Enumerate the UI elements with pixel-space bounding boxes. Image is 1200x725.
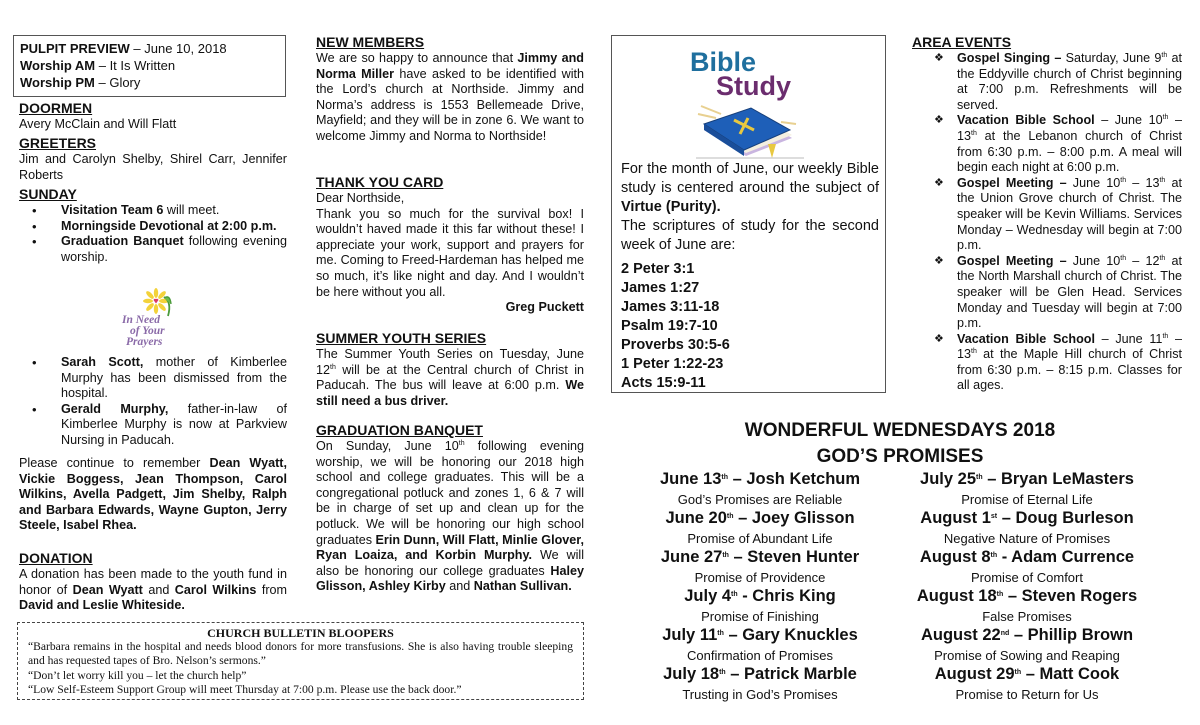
- prayer-caption: [118, 315, 198, 348]
- ordinal-suffix: th: [1162, 114, 1169, 122]
- sunday-item-text: will meet.: [163, 203, 220, 217]
- new-members-names: Jimmy and Norma Miller: [316, 51, 584, 81]
- worship-pm-label: Worship PM: [20, 75, 95, 90]
- logo-word-bible: Bible: [690, 47, 757, 77]
- donation-name: Dean Wyatt: [72, 582, 143, 597]
- doormen-section: [19, 100, 287, 133]
- donation-section: [19, 550, 287, 614]
- wednesday-speaker: [630, 587, 890, 607]
- pulpit-preview-box: [13, 35, 286, 97]
- ordinal-suffix: th: [458, 440, 465, 447]
- remember-intro: Please continue to remember: [19, 456, 210, 470]
- scripture-item: Proverbs 30:5-6: [621, 337, 730, 353]
- area-event-text: at the North Marshall church of Christ. The speaker will be Glen Head. Services Monday and Tuesday will begin at 7:00 p.m.: [957, 253, 1182, 331]
- graduation-text-part: On Sunday, June 10: [316, 439, 459, 453]
- worship-am-label: Worship AM: [20, 58, 96, 73]
- ordinal-suffix: th: [971, 348, 977, 356]
- graduation-section: [316, 422, 584, 595]
- prayer-flower-image: [118, 288, 198, 352]
- speaker-name: – Doug Burleson: [997, 509, 1134, 527]
- remember-names: Dean Wyatt, Vickie Boggess, Jean Thompson, Carol Wilkins, Avella Padgett, Jim Shelby, Ralph and Barbara Edwards, Wayne Gupton, Jerry Steele, Isabel Rhea.: [19, 456, 287, 533]
- area-event-text: Saturday, June 9: [1061, 51, 1162, 65]
- bus-driver-note: We still need a bus driver.: [316, 378, 584, 408]
- ordinal-suffix: th: [722, 552, 729, 559]
- prayer-item-text: mother of Kimberlee Murphy has been dismissed from the hospital.: [61, 355, 287, 401]
- prayer-item: [19, 402, 287, 449]
- summer-youth-heading: SUMMER YOUTH SERIES: [316, 330, 487, 346]
- greeters-heading: GREETERS: [19, 135, 97, 151]
- wednesday-speaker: [897, 587, 1157, 607]
- sunday-heading: SUNDAY: [19, 186, 77, 202]
- area-event-text: at the Lebanon church of Christ from 6:30 p.m. – 8:00 p.m. A meal will begin each night at 6:00 p.m.: [957, 128, 1182, 175]
- logo-word-study: Study: [716, 71, 792, 101]
- area-event-text: – 13: [957, 113, 1182, 143]
- scripture-item: James 3:11-18: [621, 299, 720, 315]
- diamond-bullet-icon: ❖: [934, 52, 944, 64]
- prayer-item-name: Sarah Scott,: [61, 355, 144, 369]
- ordinal-suffix: th: [971, 129, 977, 137]
- graduation-heading: GRADUATION BANQUET: [316, 422, 483, 438]
- wednesday-date: August 29: [934, 665, 1015, 683]
- sunday-item-bold: Morningside Devotional at 2:00 p.m.: [61, 218, 277, 233]
- blooper-line: “Low Self-Esteem Support Group will meet Thursday at 7:00 p.m. Please use the back door.”: [28, 682, 462, 696]
- blooper-line: “Don’t let worry kill you – let the church help”: [28, 668, 247, 682]
- college-graduates: Haley Glisson, Ashley Kirby: [316, 563, 584, 594]
- prayer-caption-line: of Your: [130, 325, 165, 337]
- wednesday-date: August 22: [920, 626, 1001, 644]
- donation-text-part: A donation has been made to the youth fund in honor of: [19, 567, 287, 597]
- bible-study-text-part: The scriptures of study for the second week of June are:: [621, 218, 879, 253]
- pulpit-date: – June 10, 2018: [129, 41, 227, 56]
- wednesday-speaker: [630, 665, 890, 685]
- doormen-text: Avery McClain and Will Flatt: [19, 117, 177, 131]
- thank-you-heading: THANK YOU CARD: [316, 174, 444, 190]
- worship-pm-value: – Glory: [94, 75, 141, 90]
- speaker-name: – Bryan LeMasters: [982, 470, 1134, 488]
- ordinal-suffix: th: [719, 669, 726, 676]
- area-event-text: at the Eddyville church of Christ beginning at 7:00 p.m. Refreshments will be served.: [957, 51, 1182, 112]
- wednesday-speaker: [897, 470, 1157, 490]
- diamond-bullet-icon: ❖: [934, 332, 944, 345]
- gods-promises-subtitle: GOD’S PROMISES: [816, 446, 984, 467]
- ordinal-suffix: th: [726, 513, 734, 520]
- pulpit-title: PULPIT PREVIEW: [20, 41, 130, 56]
- diamond-bullet-icon: ❖: [934, 176, 944, 189]
- summer-youth-section: [316, 330, 584, 409]
- scripture-item: 1 Peter 1:22-23: [621, 356, 724, 372]
- speaker-name: – Steven Hunter: [728, 548, 860, 566]
- wednesday-topic: Promise of Comfort: [971, 569, 1083, 585]
- greeters-section: [19, 135, 287, 183]
- sunday-list: [19, 203, 287, 265]
- area-events-heading: AREA EVENTS: [912, 34, 1012, 50]
- prayer-list: [19, 355, 287, 449]
- area-events-list: [912, 51, 1182, 394]
- sunday-item-bold: Visitation Team 6: [61, 203, 164, 217]
- area-event-item: [912, 332, 1182, 394]
- wednesday-schedule-right: [897, 470, 1157, 704]
- wednesday-topic: Promise of Eternal Life: [961, 491, 1093, 507]
- ordinal-suffix: th: [1159, 254, 1166, 262]
- wednesday-date: July 18: [663, 665, 720, 683]
- area-event-text: June 10: [1066, 175, 1121, 190]
- area-event-title: Vacation Bible School: [957, 331, 1095, 346]
- bible-study-box: [611, 35, 886, 393]
- wednesday-speaker: [897, 665, 1157, 685]
- summer-youth-text: [316, 347, 584, 409]
- speaker-name: - Adam Currence: [997, 548, 1135, 566]
- prayer-item: [19, 355, 287, 402]
- wednesday-date: August 18: [916, 587, 997, 605]
- area-event-title: Gospel Meeting –: [957, 253, 1067, 268]
- wednesday-speaker: [630, 470, 890, 490]
- wednesday-speaker: [630, 509, 890, 529]
- wednesday-speaker: [630, 548, 890, 568]
- bible-book-icon: [686, 94, 816, 159]
- wednesday-date: June 20: [665, 509, 727, 527]
- speaker-name: – Steven Rogers: [1003, 587, 1138, 605]
- new-members-section: [316, 34, 584, 145]
- scripture-list: [621, 260, 730, 393]
- wednesday-topic: God’s Promises are Reliable: [677, 491, 843, 507]
- wednesday-topic: Promise of Providence: [694, 569, 826, 585]
- ordinal-suffix: th: [1162, 332, 1169, 340]
- speaker-name: – Patrick Marble: [725, 665, 857, 683]
- prayer-item-name: Gerald Murphy,: [61, 401, 169, 416]
- speaker-name: – Phillip Brown: [1009, 626, 1134, 644]
- speaker-name: – Gary Knuckles: [723, 626, 858, 644]
- thank-you-signature: Greg Puckett: [505, 300, 584, 315]
- area-event-item: [912, 254, 1182, 332]
- graduation-text-part: and: [445, 579, 474, 594]
- ordinal-suffix: th: [1014, 669, 1022, 676]
- ordinal-suffix: th: [1120, 254, 1127, 262]
- sunday-item: [19, 234, 287, 265]
- bulletin-bloopers-box: [17, 622, 584, 700]
- graduation-text: [316, 439, 584, 595]
- thank-you-section: [316, 174, 584, 316]
- area-event-text: – June 10: [1094, 113, 1163, 128]
- greeters-text: Jim and Carolyn Shelby, Shirel Carr, Jennifer Roberts: [19, 152, 287, 182]
- area-event-text: – 13: [957, 331, 1182, 362]
- scripture-item: James 1:27: [621, 280, 700, 296]
- donation-heading: DONATION: [19, 550, 93, 566]
- ordinal-suffix: th: [996, 591, 1004, 598]
- doormen-heading: DOORMEN: [19, 100, 93, 116]
- speaker-name: - Chris King: [737, 587, 836, 605]
- area-event-text: – 13: [1126, 175, 1160, 190]
- wonderful-wednesdays-title: WONDERFUL WEDNESDAYS 2018: [744, 420, 1056, 441]
- wednesday-date: July 4: [684, 587, 732, 605]
- area-event-text: at the Union Grove church of Christ. The speaker will be Kevin Williams. Services Monday – Wednesday will begin at 7:00 p.m.: [957, 175, 1182, 253]
- diamond-bullet-icon: ❖: [934, 114, 944, 127]
- ordinal-suffix: th: [976, 474, 983, 481]
- wednesday-topic: Trusting in God’s Promises: [682, 686, 838, 702]
- wednesday-topic: Promise to Return for Us: [955, 686, 1099, 702]
- area-event-title: Vacation Bible School: [957, 113, 1095, 128]
- ordinal-suffix: th: [1161, 52, 1168, 59]
- ordinal-suffix: th: [721, 474, 728, 481]
- ordinal-suffix: th: [990, 552, 998, 559]
- blooper-line: “Barbara remains in the hospital and needs blood donors for more transfusions. She is also having trouble sleeping and has requested tapes of Bro. Nelson’s sermons.”: [28, 640, 573, 668]
- wednesday-speaker: [897, 509, 1157, 529]
- ordinal-suffix: th: [330, 363, 336, 371]
- ordinal-suffix: th: [1120, 176, 1127, 184]
- bible-study-subject: Virtue (Purity).: [621, 199, 721, 215]
- sunday-item: [19, 219, 287, 235]
- summer-youth-text-part: The Summer Youth Series on Tuesday, June 12: [316, 347, 584, 377]
- bible-study-text: [621, 160, 879, 255]
- ordinal-suffix: nd: [1000, 630, 1010, 637]
- thank-you-greeting: Dear Northside,: [316, 191, 405, 205]
- area-event-item: [912, 113, 1182, 175]
- diamond-bullet-icon: ❖: [934, 254, 944, 267]
- scripture-item: Psalm 19:7-10: [621, 318, 718, 334]
- wednesday-date: August 8: [919, 548, 991, 566]
- wednesday-topic: False Promises: [982, 608, 1072, 624]
- sunday-item-text: following evening worship.: [61, 234, 287, 264]
- speaker-name: – Matt Cook: [1021, 665, 1120, 683]
- worship-am-line: [20, 57, 285, 74]
- scripture-item: Acts 15:9-11: [621, 375, 706, 391]
- high-school-graduates: Erin Dunn, Will Flatt, Minlie Glover, Ryan Loaiza, and Korbin Murphy.: [316, 532, 584, 563]
- area-event-item: [912, 176, 1182, 254]
- ordinal-suffix: th: [731, 591, 738, 598]
- donation-name: Carol Wilkins: [174, 582, 257, 597]
- donation-name: David and Leslie Whiteside.: [19, 598, 185, 613]
- ordinal-suffix: st: [990, 513, 998, 520]
- new-members-heading: NEW MEMBERS: [316, 34, 425, 50]
- sunday-section: [19, 186, 287, 265]
- worship-am-value: – It Is Written: [95, 58, 176, 73]
- pulpit-preview-line: [20, 40, 285, 57]
- prayer-item-text: father-in-law of Kimberlee Murphy is now at Parkview Nursing in Paducah.: [61, 401, 287, 447]
- wednesday-date: July 25: [920, 470, 977, 488]
- wednesday-topic: Confirmation of Promises: [687, 647, 833, 663]
- new-members-text: [316, 51, 584, 145]
- wednesday-speaker: [630, 626, 890, 646]
- prayer-caption-line: Prayers: [126, 336, 163, 348]
- area-event-text: – 12: [1126, 253, 1160, 268]
- worship-pm-line: [20, 74, 285, 91]
- wednesday-topic: Promise of Abundant Life: [687, 530, 833, 546]
- wednesday-date: June 13: [659, 470, 722, 488]
- scripture-item: 2 Peter 3:1: [621, 261, 695, 277]
- speaker-name: – Joey Glisson: [733, 509, 855, 527]
- area-events-section: [912, 34, 1182, 394]
- wednesday-topic: Promise of Finishing: [701, 608, 819, 624]
- bible-study-logo: [686, 46, 816, 161]
- sunday-item: [19, 203, 287, 219]
- area-event-text: – June 11: [1094, 331, 1163, 346]
- donation-text-part: from: [256, 582, 288, 597]
- summer-youth-text-part: will be at the Central church of Christ in Paducah. The bus will leave at 6:00 p.m.: [316, 362, 584, 393]
- wednesday-speaker: [897, 548, 1157, 568]
- graduation-text-part: following evening worship, we will be honoring our 2018 high school and college graduates. This will be a congregational potluck and zones 1, 6 & 7 will be in charge of set up and clean up for the potluck. We will be honoring our high school graduates: [316, 439, 584, 547]
- prayer-caption-line: In Need: [122, 314, 161, 326]
- ordinal-suffix: th: [1159, 176, 1166, 184]
- wednesday-date: June 27: [660, 548, 723, 566]
- ordinal-suffix: th: [717, 630, 724, 637]
- wednesday-topic: Promise of Sowing and Reaping: [934, 647, 1120, 663]
- prayer-list-section: [19, 355, 287, 449]
- remember-paragraph: [19, 456, 287, 534]
- college-graduates: Nathan Sullivan.: [473, 579, 572, 594]
- area-event-title: Gospel Meeting –: [957, 175, 1067, 190]
- area-event-title: Gospel Singing –: [957, 51, 1062, 65]
- bloopers-title: CHURCH BULLETIN BLOOPERS: [207, 626, 394, 640]
- bible-study-text-part: For the month of June, our weekly Bible study is centered around the subject of: [621, 161, 879, 196]
- wednesday-date: July 11: [662, 626, 718, 644]
- thank-you-body: Thank you so much for the survival box! I wouldn’t haved made it this far without these! I appreciate your work, support and prayers for me. Coming to Freed-Hardeman has helped me so much, it’s like night and day. And I wouldn’t be here without you all.: [316, 206, 584, 299]
- wednesday-schedule-left: [630, 470, 890, 704]
- area-event-text: June 10: [1066, 253, 1121, 268]
- new-members-text-part: We are so happy to announce that: [316, 51, 518, 65]
- sunday-item-bold: Graduation Banquet: [61, 234, 184, 249]
- wednesday-date: August 1: [920, 509, 991, 527]
- new-members-text-part: have asked to be identified with the Lord’s church at Northside. Jimmy and Norma’s address is 1553 Bellemeade Drive, Mayfield; and they will be in zone 6. We want to welcome Jimmy and Norma to Northside!: [316, 66, 584, 143]
- wednesday-topic: Negative Nature of Promises: [943, 530, 1111, 546]
- graduation-text-part: We will also be honoring our college graduates: [316, 548, 584, 578]
- donation-text-part: and: [142, 582, 175, 597]
- area-event-text: at the Maple Hill church of Christ from 6:30 p.m. – 8:15 p.m. Classes for all ages.: [957, 347, 1182, 393]
- speaker-name: – Josh Ketchum: [728, 470, 861, 488]
- wednesday-speaker: [897, 626, 1157, 646]
- donation-text: [19, 567, 287, 614]
- area-event-item: [912, 51, 1182, 113]
